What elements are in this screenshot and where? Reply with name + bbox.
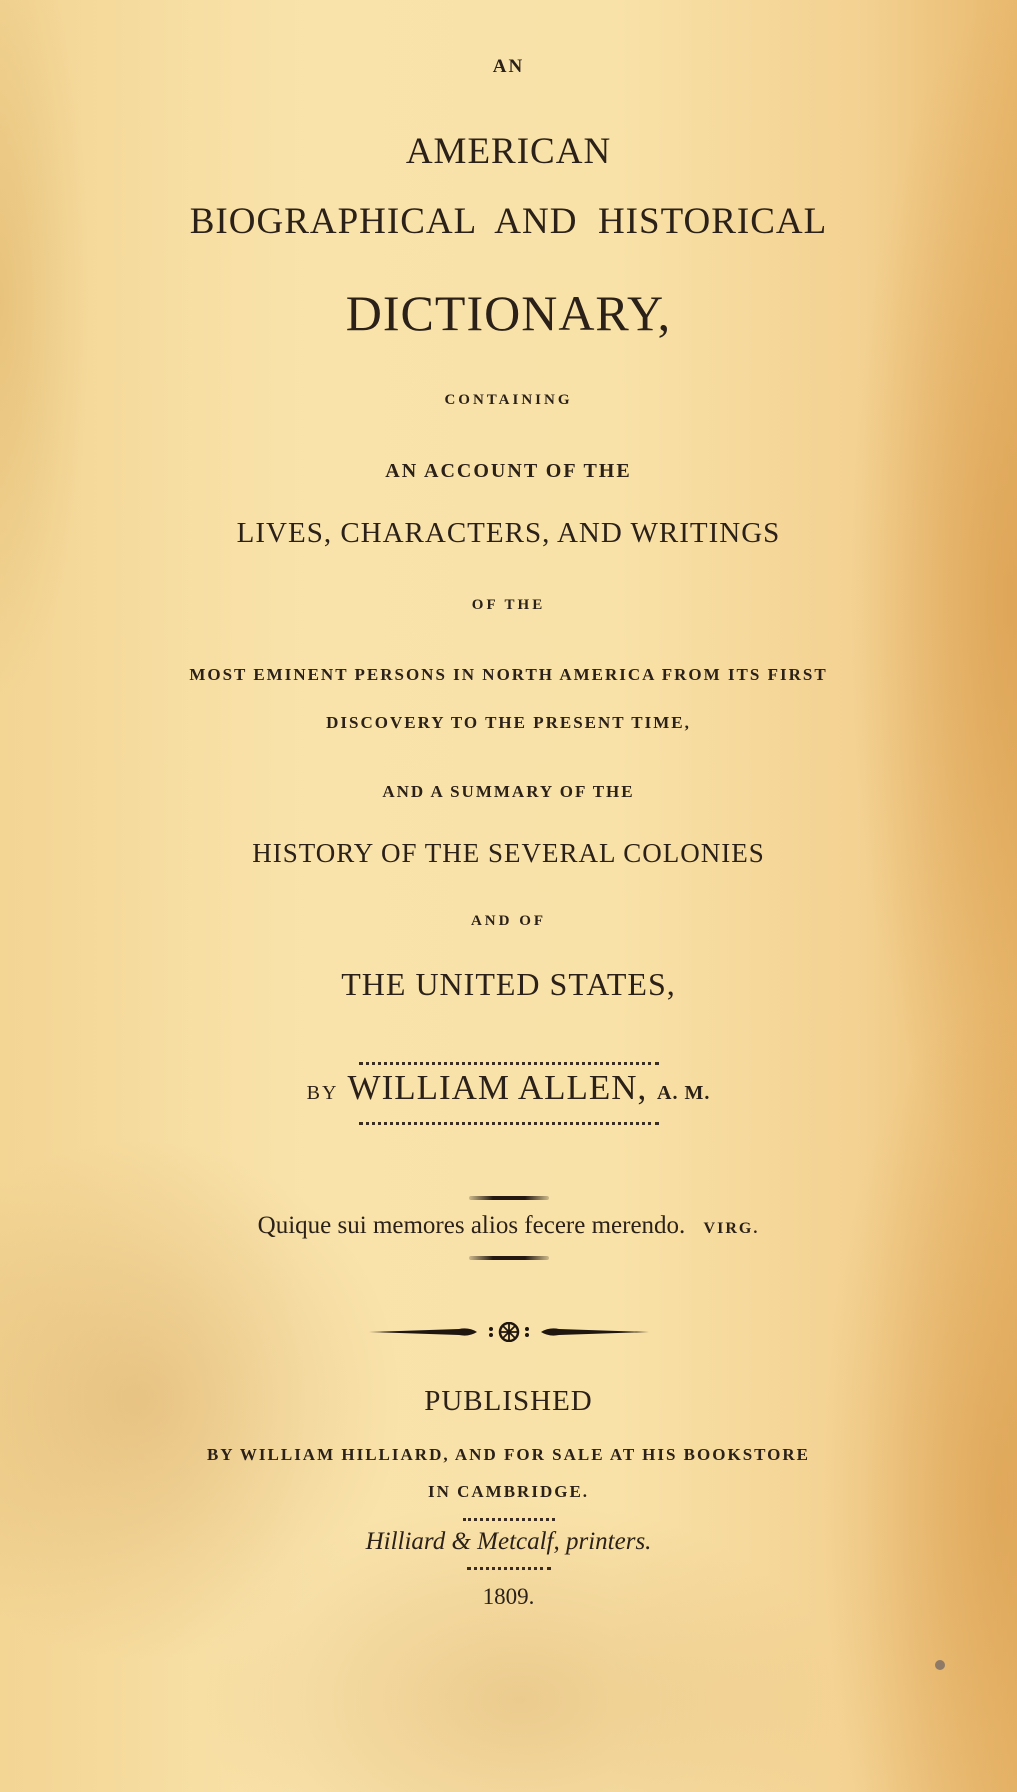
author-name: WILLIAM ALLEN, [347, 1068, 648, 1107]
ornament-divider [369, 1322, 649, 1342]
subtitle-and-of: AND OF [470, 913, 547, 929]
publisher-line: BY WILLIAM HILLIARD, AND FOR SALE AT HIS BOOKSTORE [206, 1445, 811, 1464]
paper-stain-spot [935, 1660, 945, 1670]
author-by: BY [306, 1082, 339, 1104]
epigraph-top-rule [469, 1196, 549, 1200]
printers-top-dotted-rule [463, 1518, 555, 1521]
printers-line: Hilliard & Metcalf, printers. [365, 1528, 652, 1555]
printers-bottom-dotted-rule [467, 1567, 551, 1570]
subtitle-most-eminent: MOST EMINENT PERSONS IN NORTH AMERICA FROM ITS FIRST [189, 665, 828, 684]
subtitle-history: HISTORY OF THE SEVERAL COLONIES [252, 838, 765, 868]
title-american: AMERICAN [405, 131, 612, 172]
epigraph-bottom-rule [469, 1256, 549, 1260]
title-dictionary: DICTIONARY, [345, 285, 672, 341]
subtitle-summary: AND A SUMMARY OF THE [382, 782, 635, 801]
author-line [0, 1068, 1017, 1108]
publisher-place: IN CAMBRIDGE. [427, 1482, 590, 1501]
epigraph-text: Quique sui memores alios fecere merendo. [257, 1212, 686, 1239]
publication-year: 1809. [482, 1584, 535, 1609]
subtitle-united-states: THE UNITED STATES, [341, 966, 676, 1002]
subtitle-discovery: DISCOVERY TO THE PRESENT TIME, [326, 713, 691, 732]
epigraph-source: VIRG. [703, 1220, 760, 1237]
title-an: AN [492, 56, 525, 77]
author-degree: A. M. [657, 1082, 711, 1104]
subtitle-lives: LIVES, CHARACTERS, AND WRITINGS [236, 517, 781, 549]
author-bottom-dotted-rule [359, 1122, 659, 1125]
title-biographical-historical: BIOGRAPHICAL AND HISTORICAL [189, 201, 828, 242]
subtitle-account: AN ACCOUNT OF THE [385, 460, 632, 482]
subtitle-of-the: OF THE [471, 597, 546, 613]
epigraph-line [0, 1212, 1017, 1240]
published-label: PUBLISHED [424, 1385, 593, 1417]
subtitle-containing: CONTAINING [444, 392, 573, 408]
author-top-dotted-rule [359, 1062, 659, 1065]
